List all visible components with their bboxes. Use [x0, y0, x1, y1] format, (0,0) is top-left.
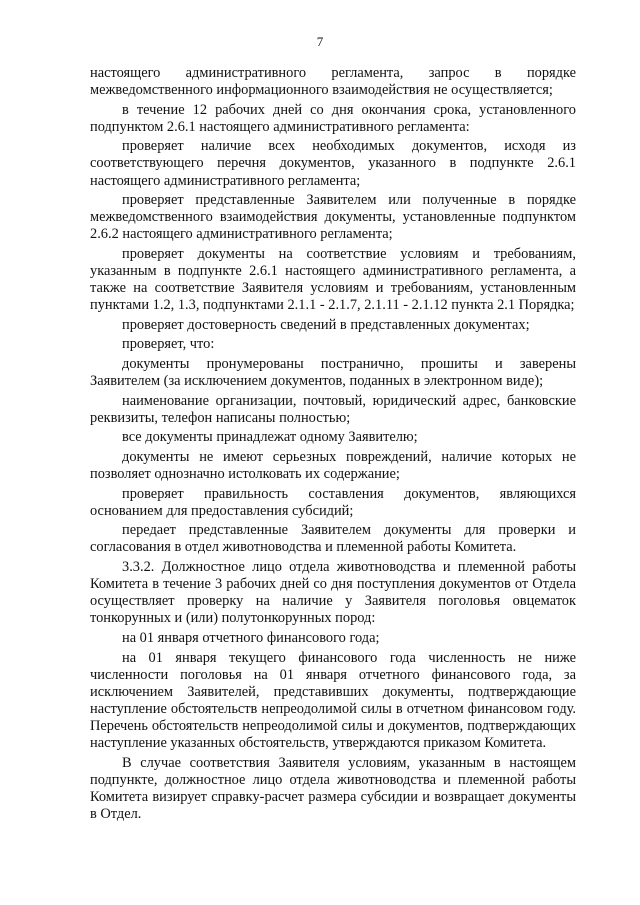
paragraph: на 01 января отчетного финансового года;: [122, 629, 380, 646]
paragraph: проверяет представленные Заявителем или полученные в порядке межведомственного взаимодействия документы, установленные подпунктом 2.6.2 настоящего административного регламента;: [90, 192, 576, 243]
paragraph: В случае соответствия Заявителя условиям, указанным в настоящем подпункте, должностное лицо отдела животноводства и племенной работы Комитета визирует справку-расчет размера субсидии и возвращает документы в Отдел.: [90, 754, 576, 822]
paragraph: проверяет правильность составления документов, являющихся основанием для предоставления субсидий;: [90, 485, 576, 519]
paragraph: передает представленные Заявителем документы для проверки и согласования в отдел животноводства и племенной работы Комитета.: [90, 522, 576, 556]
paragraph: проверяет достоверность сведений в представленных документах;: [122, 316, 530, 333]
paragraph: 3.3.2. Должностное лицо отдела животноводства и племенной работы Комитета в течение 3 рабочих дней со дня поступления документов от Отдела осуществляет проверку на наличие у Заявителя поголовья овцематок тонкорунных и (или) полутонкорунных пород:: [90, 559, 576, 627]
document-body: [90, 65, 576, 825]
paragraph: все документы принадлежат одному Заявителю;: [122, 429, 418, 446]
paragraph: проверяет, что:: [122, 336, 215, 353]
page-number: 7: [316, 34, 324, 49]
paragraph: проверяет документы на соответствие условиям и требованиям, указанным в подпункте 2.6.1 настоящего административного регламента, а также на соответствие Заявителя условиям и требованиям, установленным пунктами 1.2, 1.3, подпунктами 2.1.1 - 2.1.7, 2.1.11 - 2.1.12 пункта 2.1 Порядка;: [90, 245, 576, 314]
paragraph: на 01 января текущего финансового года численность не ниже численности поголовья на 01 января отчетного финансового года, за исключением Заявителей, представивших документы, подтверждающие наступление обстоятельств непреодолимой силы в отчетном финансовом году. Перечень обстоятельств непреодолимой силы и документов, подтверждающих наступление указанных обстоятельств, утверждаются приказом Комитета.: [90, 649, 576, 751]
paragraph: настоящего административного регламента, запрос в порядке межведомственного информационного взаимодействия не осуществляется;: [90, 65, 576, 99]
paragraph: в течение 12 рабочих дней со дня окончания срока, установленного подпунктом 2.6.1 настоящего административного регламента:: [90, 101, 576, 135]
paragraph: наименование организации, почтовый, юридический адрес, банковские реквизиты, телефон написаны полностью;: [90, 392, 576, 426]
paragraph: документы не имеют серьезных повреждений, наличие которых не позволяет однозначно истолковать их содержание;: [90, 448, 576, 483]
paragraph: проверяет наличие всех необходимых документов, исходя из соответствующего перечня документов, указанного в подпункте 2.6.1 настоящего административного регламента;: [90, 138, 576, 189]
paragraph: документы пронумерованы постранично, прошиты и заверены Заявителем (за исключением документов, поданных в электронном виде);: [90, 356, 576, 390]
